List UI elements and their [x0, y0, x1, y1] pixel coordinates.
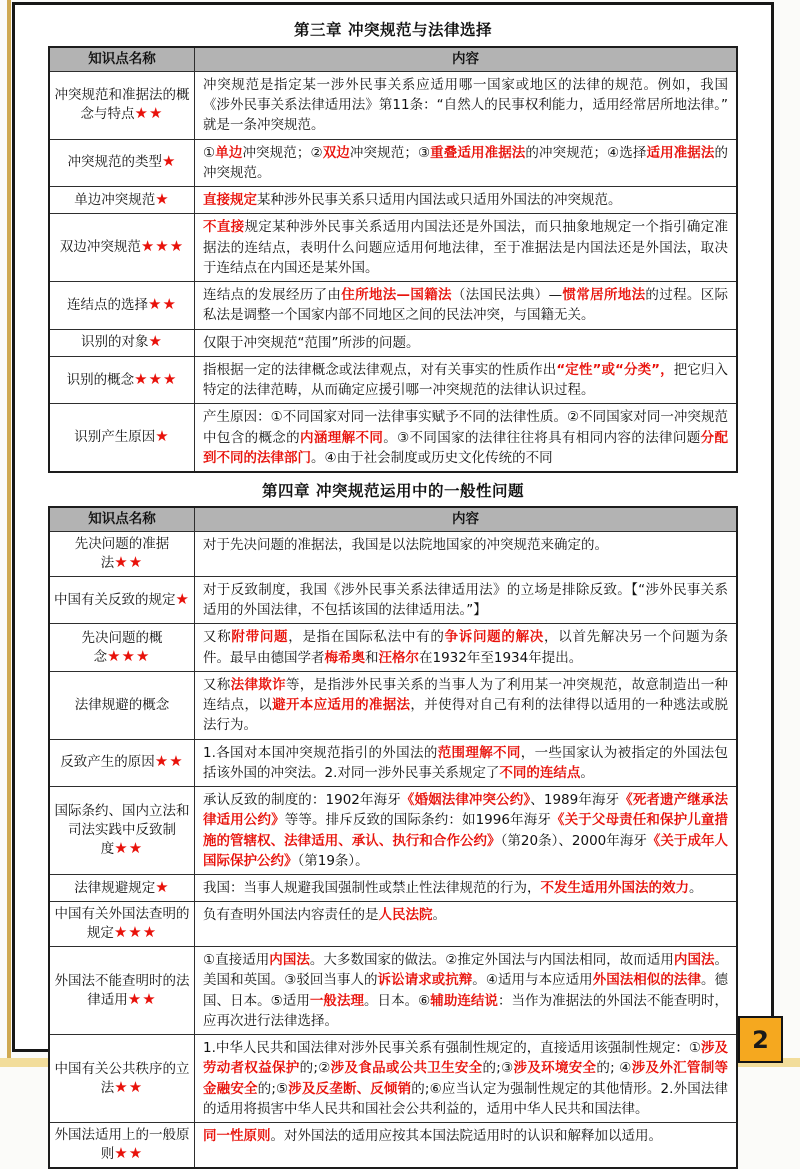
content-cell: [195, 740, 736, 787]
content-text: 的;③: [482, 1060, 514, 1077]
knowledge-point-label: 单边冲突规范★: [74, 189, 170, 208]
content-text: （第19条）。: [297, 852, 369, 869]
knowledge-point-cell: [50, 1035, 195, 1122]
content-text: 的过程。区际私法是调整一个国家内部不同地区之间的民法冲突，与国籍无关。: [203, 287, 729, 324]
content-text: ：当作为准据法的外国法不能查明时，应再次进行法律选择。: [203, 992, 729, 1029]
table-row: [50, 576, 736, 624]
highlighted-red-text: 适用准据法: [646, 144, 715, 161]
star-rating-icon: ★★: [127, 989, 157, 1008]
table-row: [50, 186, 736, 213]
highlighted-red-text: 分配到不同的法律部门: [203, 429, 729, 466]
content-text: （法国民法典）—: [451, 287, 563, 304]
highlighted-red-text: 涉及反垄断、反倾销: [288, 1080, 412, 1097]
highlighted-red-text: 同一性原则: [203, 1128, 271, 1145]
highlighted-red-text: 涉及劳动者权益保护: [203, 1040, 728, 1077]
highlighted-red-text: 辅助连结说: [430, 992, 498, 1009]
knowledge-point-label: 冲突规范和准据法的概念与特点★★: [54, 87, 190, 123]
table-header-row: [50, 48, 736, 71]
content-text: 1.中华人民共和国法律对涉外民事关系有强制性规定的，直接适用该强制性规定：①: [203, 1040, 701, 1057]
knowledge-point-label: 国际条约、国内立法和司法实践中反致制度★★: [54, 803, 190, 857]
table-header-row: [50, 508, 736, 531]
table-row: [50, 874, 736, 901]
star-rating-icon: ★★: [114, 1077, 144, 1096]
knowledge-point-label: 识别的对象★: [81, 332, 163, 351]
content-cell: [195, 404, 736, 471]
highlighted-red-text: 附带问题: [231, 629, 289, 646]
content-cell: [195, 532, 736, 576]
knowledge-point-label: 先决问题的概念★★★: [81, 629, 163, 665]
highlighted-red-text: 《关于成年人国际保护公约》: [203, 832, 729, 869]
content-text: 又称: [203, 629, 232, 646]
content-cell: [195, 1035, 736, 1122]
knowledge-point-cell: [50, 672, 195, 739]
content-text: 。: [580, 764, 594, 781]
star-rating-icon: ★★: [114, 1143, 144, 1162]
content-text: 的;⑤: [257, 1080, 289, 1097]
highlighted-red-text: 梅希奥: [324, 649, 365, 666]
content-text: 某种涉外民事关系只适用内国法或只适用外国法的冲突规范。: [257, 192, 622, 209]
content-text: 规定某种涉外民事关系适用内国法还是外国法，而只抽象地规定一个指引确定准据法的连结点，表明什么问题应适用何地法律，至于准据法是内国法还是外国法，取决于连结点在内国还是某外国。: [203, 219, 729, 276]
table-row: [50, 281, 736, 329]
content-text: 。④由于社会制度或历史文化传统的不同: [311, 449, 553, 466]
content-text: 对于反致制度，我国《涉外民事关系法律适用法》的立场是排除反致。【“涉外民事关系适用的外国法律，不包括该国的法律适用法。”】: [203, 581, 728, 619]
highlighted-red-text: 单边: [215, 144, 243, 161]
content-text: 。: [432, 907, 446, 924]
table-row: [50, 1122, 736, 1167]
knowledge-point-label: 外国法适用上的一般原则★★: [54, 1127, 190, 1162]
knowledge-point-cell: [50, 947, 195, 1034]
content-cell: [195, 875, 736, 901]
content-text: 。日本。⑥: [364, 992, 431, 1009]
content-text: 。④适用与本应适用: [472, 972, 593, 989]
star-rating-icon: ★: [155, 189, 170, 208]
content-text: ，一些国家认为被指定的外国法包括该外国的冲突法。2.对同一涉外民事关系规定了: [203, 744, 729, 781]
content-cell: [195, 947, 736, 1034]
highlighted-red-text: 诉讼请求或抗辩: [377, 972, 473, 989]
highlighted-red-text: 直接规定: [203, 192, 257, 209]
content-text: ①: [203, 144, 216, 161]
content-text: 冲突规范是指定某一涉外民事关系应适用哪一国家或地区的法律的规范。例如，我国《涉外民事关系法律适用法》第11条：“自然人的民事权利能力，适用经常居所地法律。”就是一条冲突规范。: [203, 76, 728, 134]
table-row: [50, 901, 736, 946]
knowledge-point-cell: [50, 187, 195, 213]
content-cell: [195, 187, 736, 213]
content-text: 把它归入特定的法律范畴，从而确定应援引哪一冲突规范的法律认识过程。: [203, 361, 729, 399]
highlighted-red-text: 《死者遗产继承法律适用公约》: [203, 792, 729, 829]
table-row: [50, 329, 736, 356]
content-text: 的冲突规范；④选择: [525, 144, 647, 161]
content-text: 。③不同国家的法律往往将具有相同内容的法律问题: [383, 429, 701, 446]
knowledge-point-label: 识别的概念★★★: [66, 369, 178, 388]
highlighted-red-text: 重叠适用准据法: [430, 144, 526, 161]
content-text: 。大多数国家的做法。②推定外国法与内国法相同，故而适用: [309, 952, 674, 969]
content-text: 的; ④: [596, 1060, 632, 1077]
content-cell: [195, 282, 736, 329]
highlighted-red-text: 《婚姻法律冲突公约》: [400, 792, 531, 809]
knowledge-point-cell: [50, 404, 195, 471]
content-text: 在1932年至1934年提出。: [419, 649, 583, 666]
page-content: [15, 5, 771, 1169]
content-cell: [195, 1123, 736, 1167]
knowledge-point-label: 冲突规范的类型★: [67, 152, 177, 171]
knowledge-point-label: 外国法不能查明时的法律适用★★: [54, 972, 190, 1008]
content-text: 等，是指涉外民事关系的当事人为了利用某一冲突规范，故意制造出一种连结点，以: [203, 676, 729, 714]
content-text: 。对外国法的适用应按其本国法院适用时的认识和解释加以适用。: [270, 1128, 662, 1145]
content-text: 、1989年海牙: [530, 792, 620, 809]
highlighted-red-text: 法律欺诈: [230, 676, 286, 693]
highlighted-red-text: 《关于父母责任和保护儿童措施的管辖权、法律适用、承认、执行和合作公约》: [203, 812, 729, 849]
table-row: [50, 356, 736, 404]
highlighted-red-text: 争诉问题的解决: [444, 629, 545, 646]
table-row: [50, 623, 736, 671]
content-text: 。美国和英国。③驳回当事人的: [203, 952, 729, 989]
column-header-knowledge-point: 知识点名称: [50, 508, 195, 531]
highlighted-red-text: 不直接: [203, 219, 245, 236]
content-text: 负有查明外国法内容责任的是: [203, 907, 379, 924]
highlighted-red-text: 内涵理解不同: [300, 429, 384, 446]
table-row: [50, 139, 736, 187]
table-row: [50, 1034, 736, 1122]
table-row: [50, 946, 736, 1034]
star-rating-icon: ★★: [114, 839, 144, 857]
star-rating-icon: ★: [162, 152, 177, 171]
content-cell: [195, 357, 736, 404]
highlighted-red-text: 惯常居所地法: [562, 287, 646, 304]
star-rating-icon: ★★★: [140, 237, 185, 256]
content-cell: [195, 787, 736, 874]
knowledge-point-cell: [50, 1123, 195, 1167]
table-row: [50, 786, 736, 874]
knowledge-point-label: 中国有关外国法查明的规定★★★: [54, 906, 190, 942]
highlighted-red-text: 一般法理: [309, 992, 365, 1009]
knowledge-point-label: 法律规避规定★: [74, 877, 170, 896]
content-text: ，以首先解决另一个问题为条件。最早由德国学者: [203, 629, 729, 666]
page-number-badge: 2: [738, 1016, 783, 1063]
knowledge-point-cell: [50, 624, 195, 671]
highlighted-red-text: 不发生适用外国法的效力: [540, 880, 689, 897]
content-cell: [195, 72, 736, 139]
content-text: 连结点的发展经历了由: [203, 287, 342, 304]
highlighted-red-text: 内国法: [673, 952, 715, 969]
star-rating-icon: ★: [155, 427, 170, 446]
knowledge-point-cell: [50, 214, 195, 281]
knowledge-point-label: 反致产生的原因★★: [60, 752, 184, 771]
content-text: 指根据一定的法律概念或法律观点，对有关事实的性质作出: [203, 361, 557, 378]
knowledge-point-label: 连结点的选择★★: [67, 294, 177, 313]
column-header-content: 内容: [195, 508, 736, 531]
highlighted-red-text: 住所地法—国籍法: [341, 287, 452, 304]
highlighted-red-text: 内国法: [269, 952, 310, 969]
knowledge-point-cell: [50, 740, 195, 787]
highlighted-red-text: 避开本应适用的准据法: [272, 697, 411, 714]
content-cell: [195, 672, 736, 739]
knowledge-point-cell: [50, 787, 195, 874]
content-text: 1.各国对本国冲突规范指引的外国法的: [203, 744, 438, 761]
star-rating-icon: ★★★: [113, 923, 158, 942]
content-cell: [195, 214, 736, 281]
knowledge-point-cell: [50, 330, 195, 356]
knowledge-point-cell: [50, 577, 195, 624]
content-cell: [195, 577, 736, 624]
knowledge-point-cell: [50, 72, 195, 139]
knowledge-point-cell: [50, 282, 195, 329]
content-text: 的;②: [299, 1060, 331, 1077]
content-text: 冲突规范；③: [349, 144, 431, 161]
knowledge-point-label: 先决问题的准据法★★: [74, 536, 170, 571]
knowledge-point-label: 双边冲突规范★★★: [59, 237, 185, 256]
knowledge-point-label: 中国有关反致的规定★: [54, 589, 190, 608]
highlighted-red-text: 外国法相似的法律: [592, 972, 701, 989]
chapter-3-knowledge-table: [48, 46, 738, 473]
star-rating-icon: ★★: [154, 752, 184, 771]
star-rating-icon: ★★★: [107, 646, 151, 665]
knowledge-point-cell: [50, 875, 195, 901]
content-text: 等等。排斥反致的国际条约：如1996年海牙: [284, 812, 551, 829]
column-header-content: 内容: [195, 48, 736, 71]
knowledge-point-label: 中国有关公共秩序的立法★★: [54, 1060, 190, 1096]
highlighted-red-text: 范围理解不同: [437, 744, 521, 761]
highlighted-red-text: 涉及外汇管制等金融安全: [203, 1060, 729, 1097]
highlighted-red-text: 双边: [322, 144, 350, 161]
star-rating-icon: ★★: [148, 294, 177, 313]
highlighted-red-text: 汪格尔: [378, 649, 419, 666]
content-text: 产生原因：①不同国家对同一法律事实赋予不同的法律性质。②不同国家对同一冲突规范中包含的概念的: [203, 409, 728, 446]
star-rating-icon: ★★: [134, 104, 164, 123]
content-text: 。德国、日本。⑤适用: [203, 972, 729, 1009]
star-rating-icon: ★★: [114, 552, 144, 571]
star-rating-icon: ★: [148, 332, 163, 351]
highlighted-red-text: 不同的连结点: [499, 764, 581, 781]
content-text: ，是指在国际私法中有的: [288, 629, 445, 646]
star-rating-icon: ★★★: [134, 369, 178, 388]
knowledge-point-cell: [50, 532, 195, 576]
table-row: [50, 403, 736, 471]
content-cell: [195, 330, 736, 356]
content-text: 。: [689, 880, 703, 897]
highlighted-red-text: 涉及食品或公共卫生安全: [330, 1060, 483, 1077]
knowledge-point-cell: [50, 140, 195, 187]
highlighted-red-text: “定性”或“分类”，: [556, 361, 674, 378]
knowledge-point-cell: [50, 357, 195, 404]
highlighted-red-text: 涉及环境安全: [513, 1060, 597, 1077]
content-cell: [195, 624, 736, 671]
content-cell: [195, 902, 736, 946]
content-text: 我国：当事人规避我国强制性或禁止性法律规范的行为，: [203, 880, 541, 897]
content-text: ①直接适用: [203, 952, 270, 969]
highlighted-red-text: 人民法院: [378, 907, 433, 924]
column-header-knowledge-point: 知识点名称: [50, 48, 195, 71]
table-row: [50, 531, 736, 576]
page-left-gold-edge: [7, 0, 11, 1059]
star-rating-icon: ★: [175, 589, 190, 608]
content-text: 和: [365, 649, 379, 666]
content-cell: [195, 140, 736, 187]
content-text: 又称: [203, 676, 231, 693]
table-row: [50, 671, 736, 739]
table-row: [50, 213, 736, 281]
content-text: 仅限于冲突规范“范围”所涉的问题。: [203, 334, 420, 351]
star-rating-icon: ★: [155, 877, 170, 896]
page-frame: [12, 2, 774, 1162]
knowledge-point-label: 法律规避的概念: [74, 696, 170, 713]
chapter-3-title: 第三章 冲突规范与法律选择: [294, 21, 492, 39]
table-row: [50, 71, 736, 139]
table-row: [50, 739, 736, 787]
knowledge-point-label: 识别产生原因★: [74, 427, 170, 446]
content-text: 的;⑥应当认定为强制性规定的其他情形。2.外国法律的适用将损害中华人民共和国社会公共利益的，适用中华人民共和国法律。: [203, 1080, 729, 1117]
content-text: 承认反致的制度的：1902年海牙: [203, 792, 401, 809]
content-text: ，并使得对自己有利的法律得以适用的一种逃法或脱法行为。: [203, 697, 729, 734]
knowledge-point-cell: [50, 902, 195, 946]
content-text: 冲突规范；②: [242, 144, 323, 161]
content-text: （第20条）、2000年海牙: [500, 832, 647, 849]
content-text: 对于先决问题的准据法，我国是以法院地国家的冲突规范来确定的。: [203, 537, 608, 554]
content-text: 的冲突规范。: [203, 144, 729, 181]
chapter-4-knowledge-table: [48, 506, 738, 1169]
chapter-4-title: 第四章 冲突规范运用中的一般性问题: [262, 482, 524, 501]
